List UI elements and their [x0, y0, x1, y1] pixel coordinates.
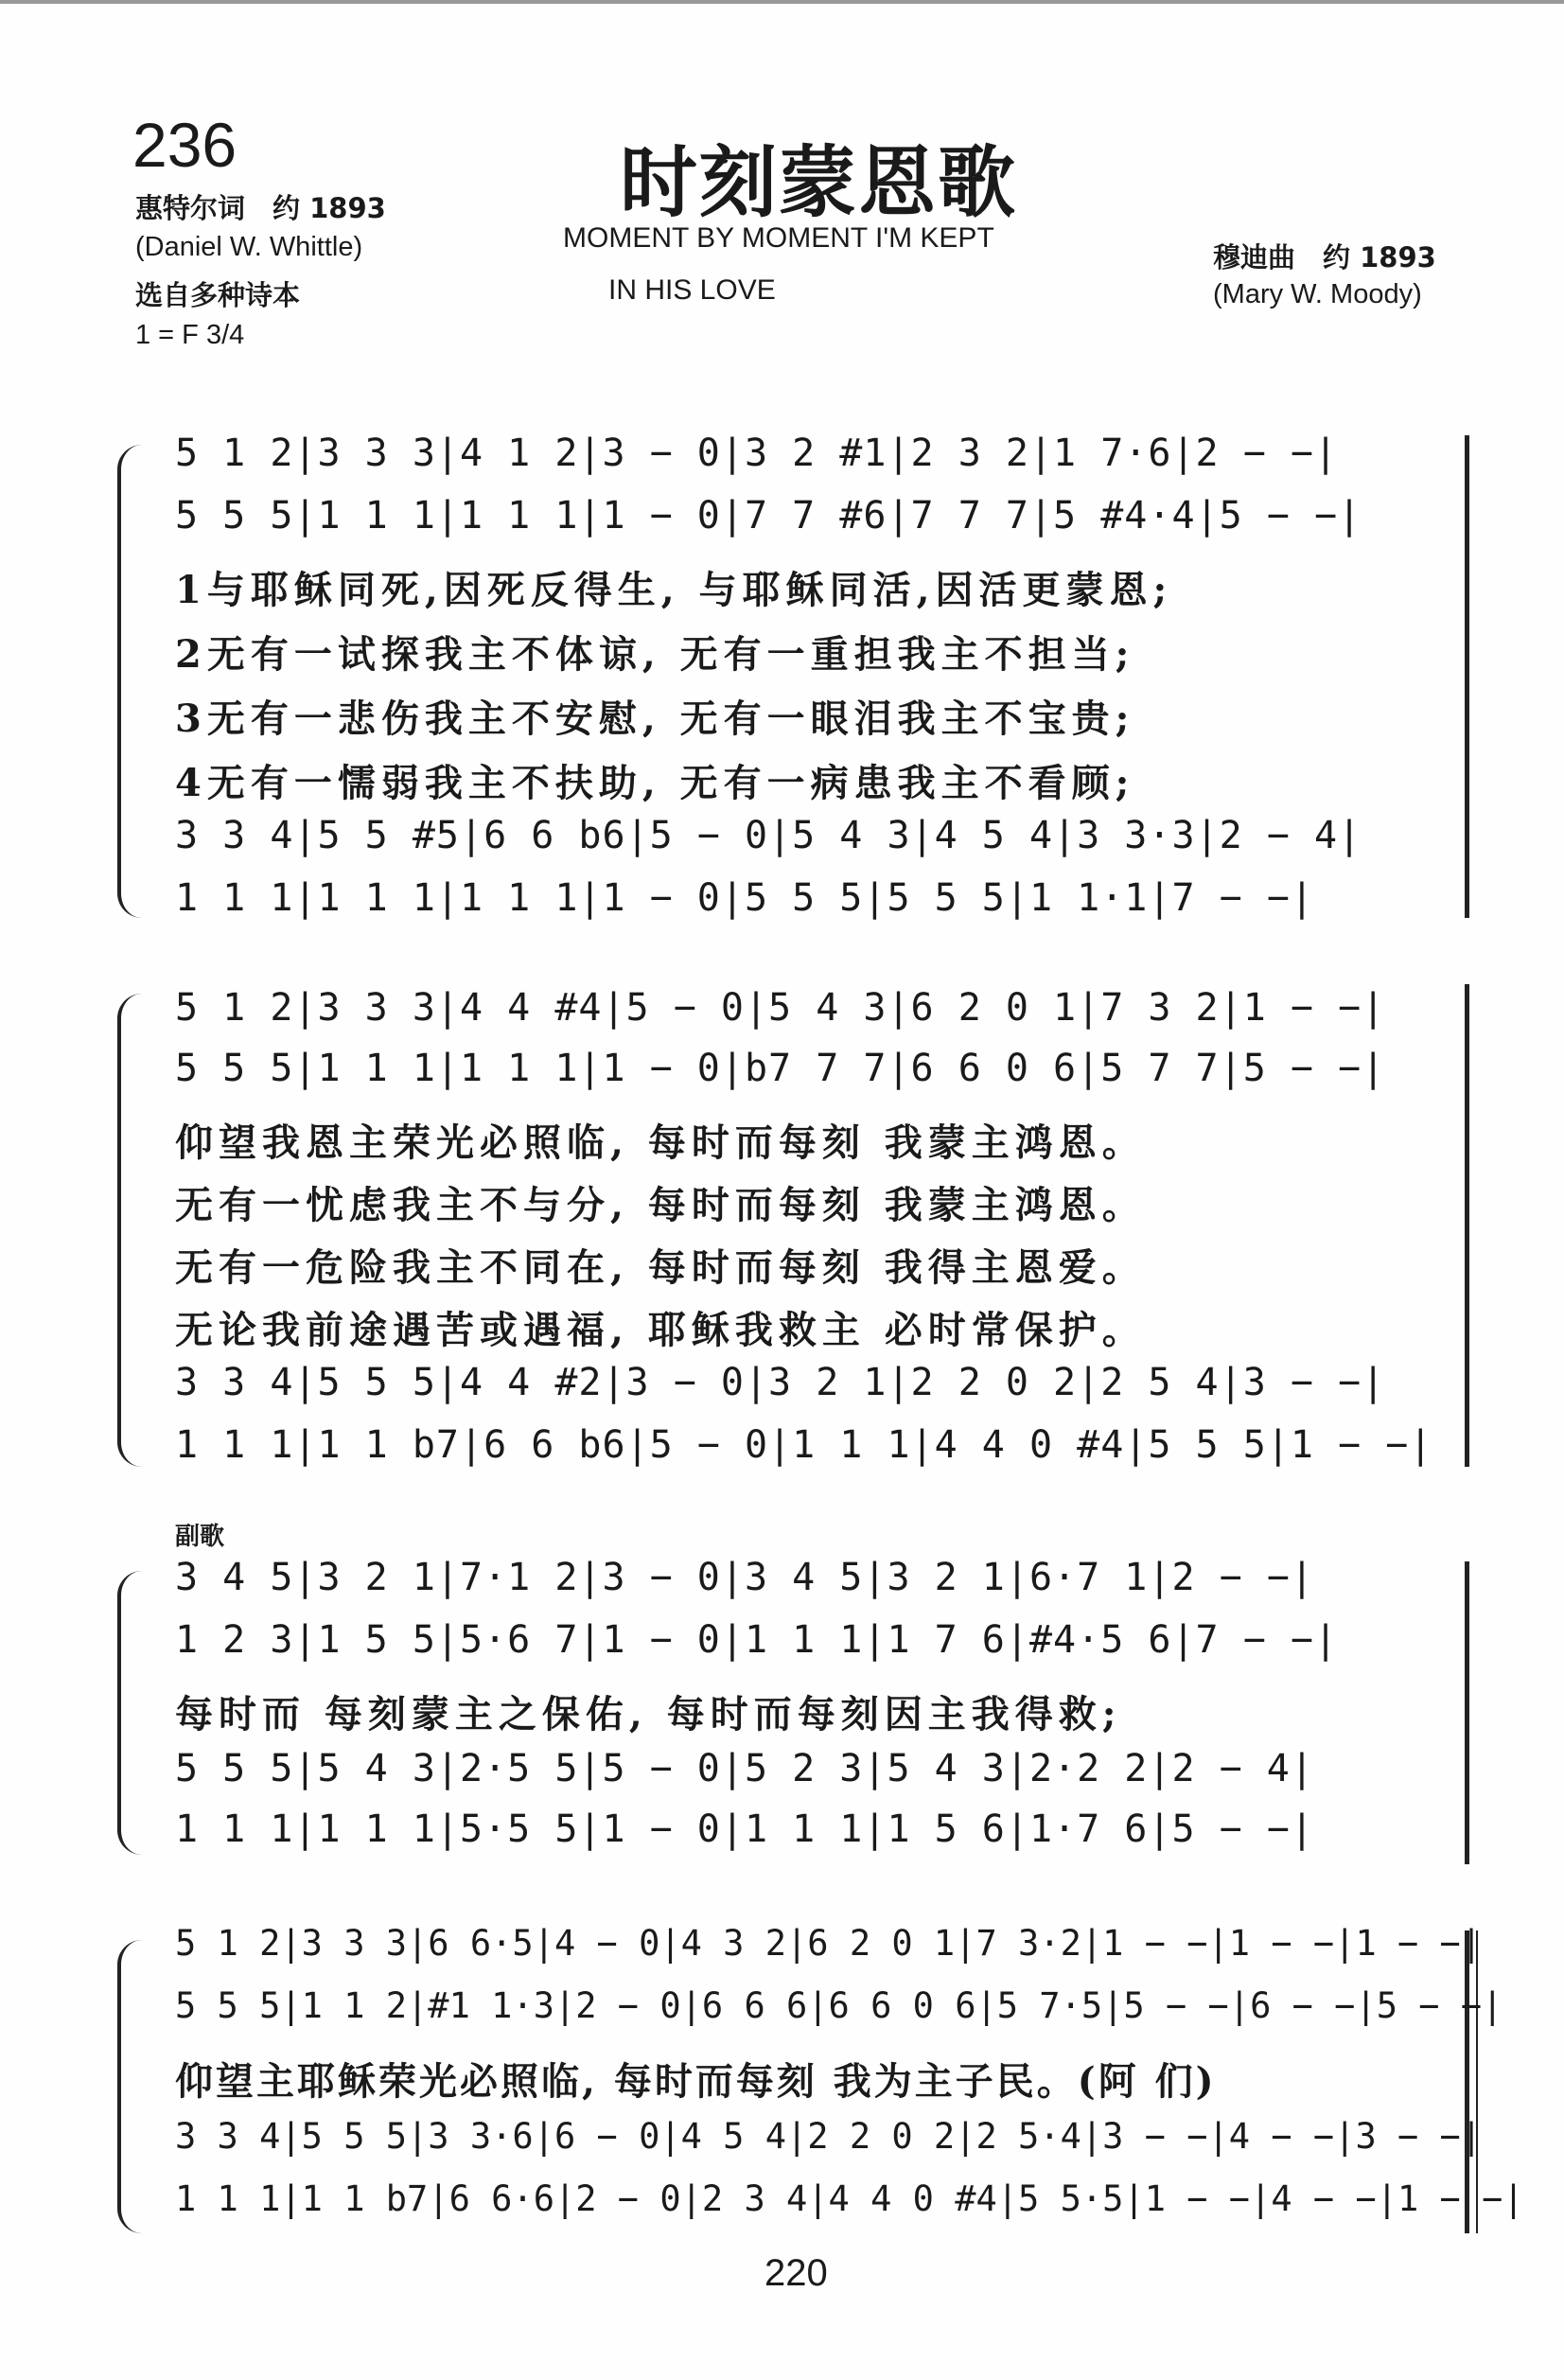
soprano-line: 5 1 2|3 3 3|4 4 #4|5 − 0|5 4 3|6 2 0 1|7 3 2|1 − −| — [175, 986, 1386, 1030]
alto-line: 1 2 3|1 5 5|5·6 7|1 − 0|1 1 1|1 7 6|#4·5 6|7 − −| — [175, 1618, 1339, 1662]
alto-line: 5 5 5|1 1 1|1 1 1|1 − 0|b7 7 7|6 6 0 6|5 7 7|5 − −| — [175, 1047, 1386, 1090]
bass-line: 1 1 1|1 1 b7|6 6 b6|5 − 0|1 1 1|4 4 0 #4|5 5 5|1 − −| — [175, 1423, 1433, 1467]
source-note: 选自多种诗本 — [135, 279, 301, 311]
alto-line: 5 5 5|1 1 1|1 1 1|1 − 0|7 7 #6|7 7 7|5 #4·4|5 − −| — [175, 494, 1362, 538]
system-brace — [117, 445, 142, 918]
soprano-line: 3 4 5|3 2 1|7·1 2|3 − 0|3 4 5|3 2 1|6·7 1|2 − −| — [175, 1556, 1314, 1599]
alto-line: 5 5 5|1 1 2|#1 1·3|2 − 0|6 6 6|6 6 0 6|5 7·5|5 − −|6 − −|5 − −| — [175, 1985, 1503, 2026]
tenor-line: 3 3 4|5 5 #5|6 6 b6|5 − 0|5 4 3|4 5 4|3 3·3|2 − 4| — [175, 814, 1362, 857]
tenor-line: 3 3 4|5 5 5|3 3·6|6 − 0|4 5 4|2 2 0 2|2 5·4|3 − −|4 − −|3 − −| — [175, 2116, 1483, 2157]
barline-end — [1465, 1561, 1469, 1864]
soprano-line: 5 1 2|3 3 3|6 6·5|4 − 0|4 3 2|6 2 0 1|7 3·2|1 − −|1 − −|1 − −| — [175, 1923, 1483, 1964]
bass-line: 1 1 1|1 1 b7|6 6·6|2 − 0|2 3 4|4 4 0 #4|5 5·5|1 − −|4 − −|1 − −| — [175, 2178, 1524, 2219]
lyricist-english: (Daniel W. Whittle) — [135, 232, 363, 262]
hymn-title: 时刻蒙恩歌 — [620, 137, 1018, 228]
lyric-verse-1: 仰望我恩主荣光必照临, 每时而每刻 我蒙主鸿恩。 — [175, 1120, 1146, 1165]
lyric-verse-1: 1与耶稣同死,因死反得生, 与耶稣同活,因活更蒙恩; — [175, 568, 1173, 612]
english-title-line1: MOMENT BY MOMENT I'M KEPT — [563, 222, 994, 254]
lyric-verse-3: 3无有一悲伤我主不安慰, 无有一眼泪我主不宝贵; — [175, 696, 1135, 741]
lyric-verse-4: 4无有一懦弱我主不扶助, 无有一病患我主不看顾; — [175, 761, 1135, 805]
bass-line: 1 1 1|1 1 1|5·5 5|1 − 0|1 1 1|1 5 6|1·7 6|5 − −| — [175, 1807, 1314, 1851]
chorus-label: 副歌 — [175, 1523, 225, 1551]
bass-line: 1 1 1|1 1 1|1 1 1|1 − 0|5 5 5|5 5 5|1 1·1|7 − −| — [175, 876, 1314, 920]
final-barline — [1465, 984, 1469, 1467]
lyric-verse-2: 无有一忧虑我主不与分, 每时而每刻 我蒙主鸿恩。 — [175, 1183, 1146, 1227]
lyric-final: 仰望主耶稣荣光必照临, 每时而每刻 我为主子民。(阿 们) — [175, 2059, 1217, 2104]
key-signature: 1 = F 3/4 — [135, 320, 245, 350]
scan-top-edge — [0, 0, 1564, 4]
tenor-line: 5 5 5|5 4 3|2·5 5|5 − 0|5 2 3|5 4 3|2·2 2|2 − 4| — [175, 1747, 1314, 1790]
page-number: 220 — [764, 2252, 828, 2294]
lyric-verse-3: 无有一危险我主不同在, 每时而每刻 我得主恩爱。 — [175, 1245, 1146, 1290]
english-title-line2: IN HIS LOVE — [608, 274, 776, 306]
system-brace — [117, 1571, 142, 1855]
system-brace — [117, 994, 142, 1467]
tenor-line: 3 3 4|5 5 5|4 4 #2|3 − 0|3 2 1|2 2 0 2|2 5 4|3 − −| — [175, 1361, 1386, 1404]
hymn-number: 236 — [132, 110, 237, 180]
lyric-verse-2: 2无有一试探我主不体谅, 无有一重担我主不担当; — [175, 632, 1135, 677]
lyricist-chinese: 惠特尔词 约 1893 — [135, 192, 386, 224]
soprano-line: 5 1 2|3 3 3|4 1 2|3 − 0|3 2 #1|2 3 2|1 7·6|2 − −| — [175, 432, 1339, 475]
lyric-verse-4: 无论我前途遇苦或遇福, 耶稣我救主 必时常保护。 — [175, 1308, 1146, 1352]
system-brace — [117, 1940, 142, 2233]
lyric-chorus: 每时而 每刻蒙主之保佑, 每时而每刻因主我得救; — [175, 1692, 1122, 1737]
final-barline — [1465, 435, 1469, 918]
composer-english: (Mary W. Moody) — [1213, 279, 1422, 309]
composer-chinese: 穆迪曲 约 1893 — [1213, 241, 1436, 273]
